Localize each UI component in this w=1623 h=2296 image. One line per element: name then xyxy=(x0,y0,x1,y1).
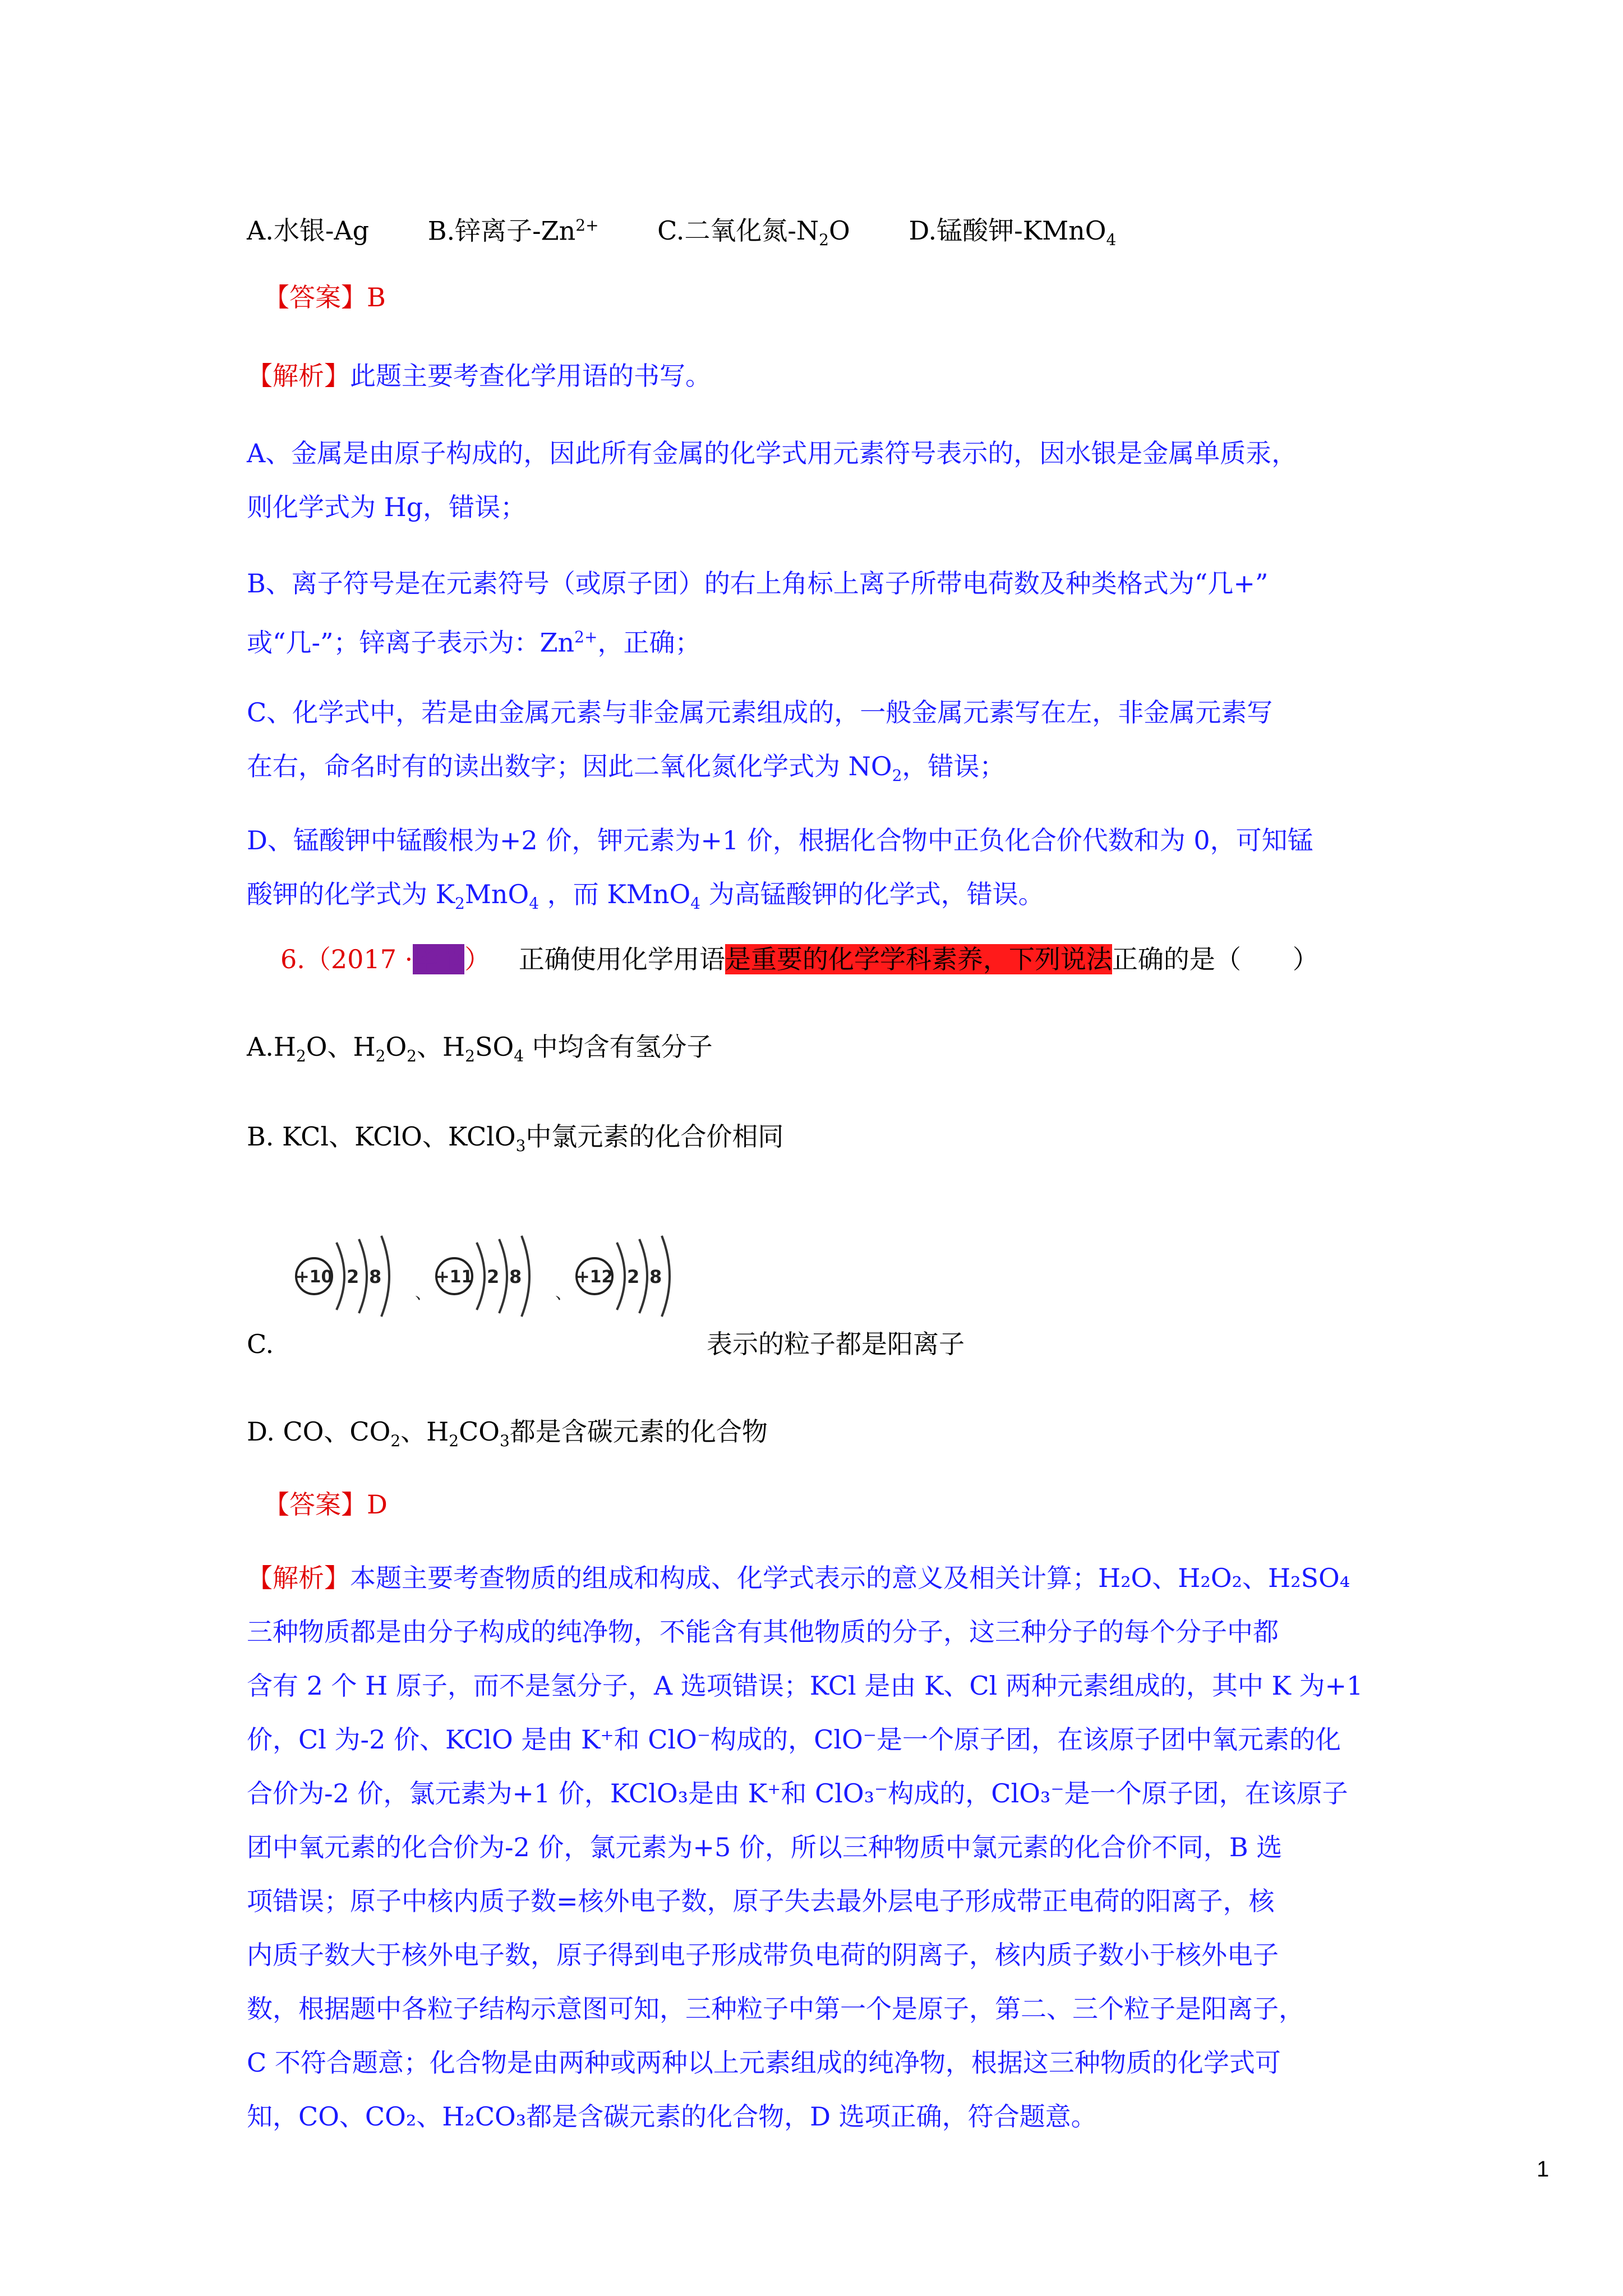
shell-electron-count: 8 xyxy=(509,1266,522,1287)
q6-option-a: $A.H_2O$、$H_2O_2$、$H_2SO_4$ 中均含有氢分子 xyxy=(247,1032,713,1066)
nuclear-charge-label: +11 xyxy=(435,1267,473,1287)
electron-shell-arc xyxy=(336,1243,344,1310)
electron-shell-arc xyxy=(499,1239,507,1313)
nuclear-charge-label: +10 xyxy=(295,1267,333,1287)
q5-option-a: A.水银-Ag xyxy=(247,215,370,246)
q5-option-c: C.二氧化氮$-N_2O$ xyxy=(657,215,850,250)
electron-shell-arc xyxy=(617,1243,625,1310)
q5-answer: 【答案】B xyxy=(264,282,386,312)
atomic-structure-diagram xyxy=(292,1223,718,1341)
electron-shell-arc xyxy=(477,1243,485,1310)
q6-option-b: B. KCl、KClO、KClO$_3$中氯元素的化合价相同 xyxy=(247,1121,784,1156)
q6-stem: 6.（2017 ·毕节） 正确使用化学用语是重要的化学学科素养，下列说法正确的是（ ） xyxy=(280,944,1318,974)
q6-source-highlight: 毕节 xyxy=(413,944,465,974)
shell-electron-count: 2 xyxy=(347,1266,359,1287)
q6-option-d: D. CO、$CO_2$、$H_2CO_3$都是含碳元素的化合物 xyxy=(247,1416,768,1451)
electron-shell-arc xyxy=(522,1236,529,1317)
shell-electron-count: 2 xyxy=(487,1266,500,1287)
diagram-separator: 、 xyxy=(415,1283,432,1303)
q5-analysis-d: D、锰酸钾中锰酸根为+2 价，钾元素为+1 价，根据化合物中正负化合价代数和为 0，可知锰 酸钾的化学式为 $K_2MnO_4$ ，而 KMnO$_4$ 为高锰酸钾的化学式，错误。 xyxy=(247,825,1313,913)
q6-answer: 【答案】D xyxy=(264,1489,388,1520)
page-number: 1 xyxy=(1537,2157,1550,2182)
electron-shell-arc xyxy=(639,1239,647,1313)
q5-analysis-header: 【解析】此题主要考查化学用语的书写。 xyxy=(247,361,711,391)
electron-shell-arc xyxy=(381,1236,389,1317)
q6-analysis: 【解析】本题主要考查物质的组成和构成、化学式表示的意义及相关计算；H₂O、H₂O₂、H₂SO₄ 三种物质都是由分子构成的纯净物，不能含有其他物质的分子，这三种分子的每个分子中都 含有 2 个 H 原子，而不是氢分子，A 选项错误；KCl 是由 K、Cl 两种元素组成的，其中 K 为+1 价，Cl 为-2 价、KClO 是由 K⁺和 ClO⁻构成的，ClO⁻是一个原子团，在该原子团中氧元素的化 合价为-2 价，氯元素为+1 价，KClO₃是由 K⁺和 ClO₃⁻构成的，ClO₃⁻是一个原子团，在该原子 团中氧元素的化合价为-2 价，氯元素为+5 价，所以三种物质中氯元素的化合价不同，B 选 项错误；原子中核内质子数=核外电子数，原子失去最外层电子形成带正电荷的阳离子，核 内质子数大于核外电子数，原子得到电子形成带负电荷的阴离子，核内质子数小于核外电子 数，根据题中各粒子结构示意图可知，三种粒子中第一个是原子，第二、三个粒子是阳离子， C 不符合题意；化合物是由两种或两种以上元素组成的纯净物，根据这三种物质的化学式可 知，CO、CO₂、H₂CO₃都是含碳元素的化合物，D 选项正确，符合题意。 xyxy=(247,1563,1363,2132)
shell-electron-count: 2 xyxy=(627,1266,640,1287)
q5-option-d: D.锰酸钾-KMnO$_4$ xyxy=(909,215,1117,250)
electron-shell-arc xyxy=(662,1236,670,1317)
q6-stem-highlight: 是重要的化学学科素养，下列说法 xyxy=(725,944,1112,974)
shell-electron-count: 8 xyxy=(369,1266,382,1287)
q6-option-c-prefix: C. xyxy=(247,1329,274,1359)
electron-shell-arc xyxy=(359,1239,367,1313)
q6-option-c-text: 表示的粒子都是阳离子 xyxy=(707,1329,965,1359)
q5-options xyxy=(247,209,1166,257)
q5-analysis-a: A、金属是由原子构成的，因此所有金属的化学式用元素符号表示的，因水银是金属单质汞， 则化学式为 Hg，错误； xyxy=(247,438,1298,522)
diagram-separator: 、 xyxy=(555,1283,572,1303)
q5-analysis-b: B、离子符号是在元素符号（或原子团）的右上角标上离子所带电荷数及种类格式为“几+” 或“几-”；锌离子表示为：$Zn^{2+}$，正确； xyxy=(247,568,1269,658)
shell-electron-count: 8 xyxy=(649,1266,662,1287)
q5-analysis-c: C、化学式中，若是由金属元素与非金属元素组成的，一般金属元素写在左，非金属元素写 在右，命名时有的读出数字；因此二氧化氮化学式为 $NO_2$，错误； xyxy=(247,697,1273,785)
nuclear-charge-label: +12 xyxy=(575,1267,614,1287)
q5-option-b: B.锌离子$-Zn^{2+}$ xyxy=(427,215,599,246)
